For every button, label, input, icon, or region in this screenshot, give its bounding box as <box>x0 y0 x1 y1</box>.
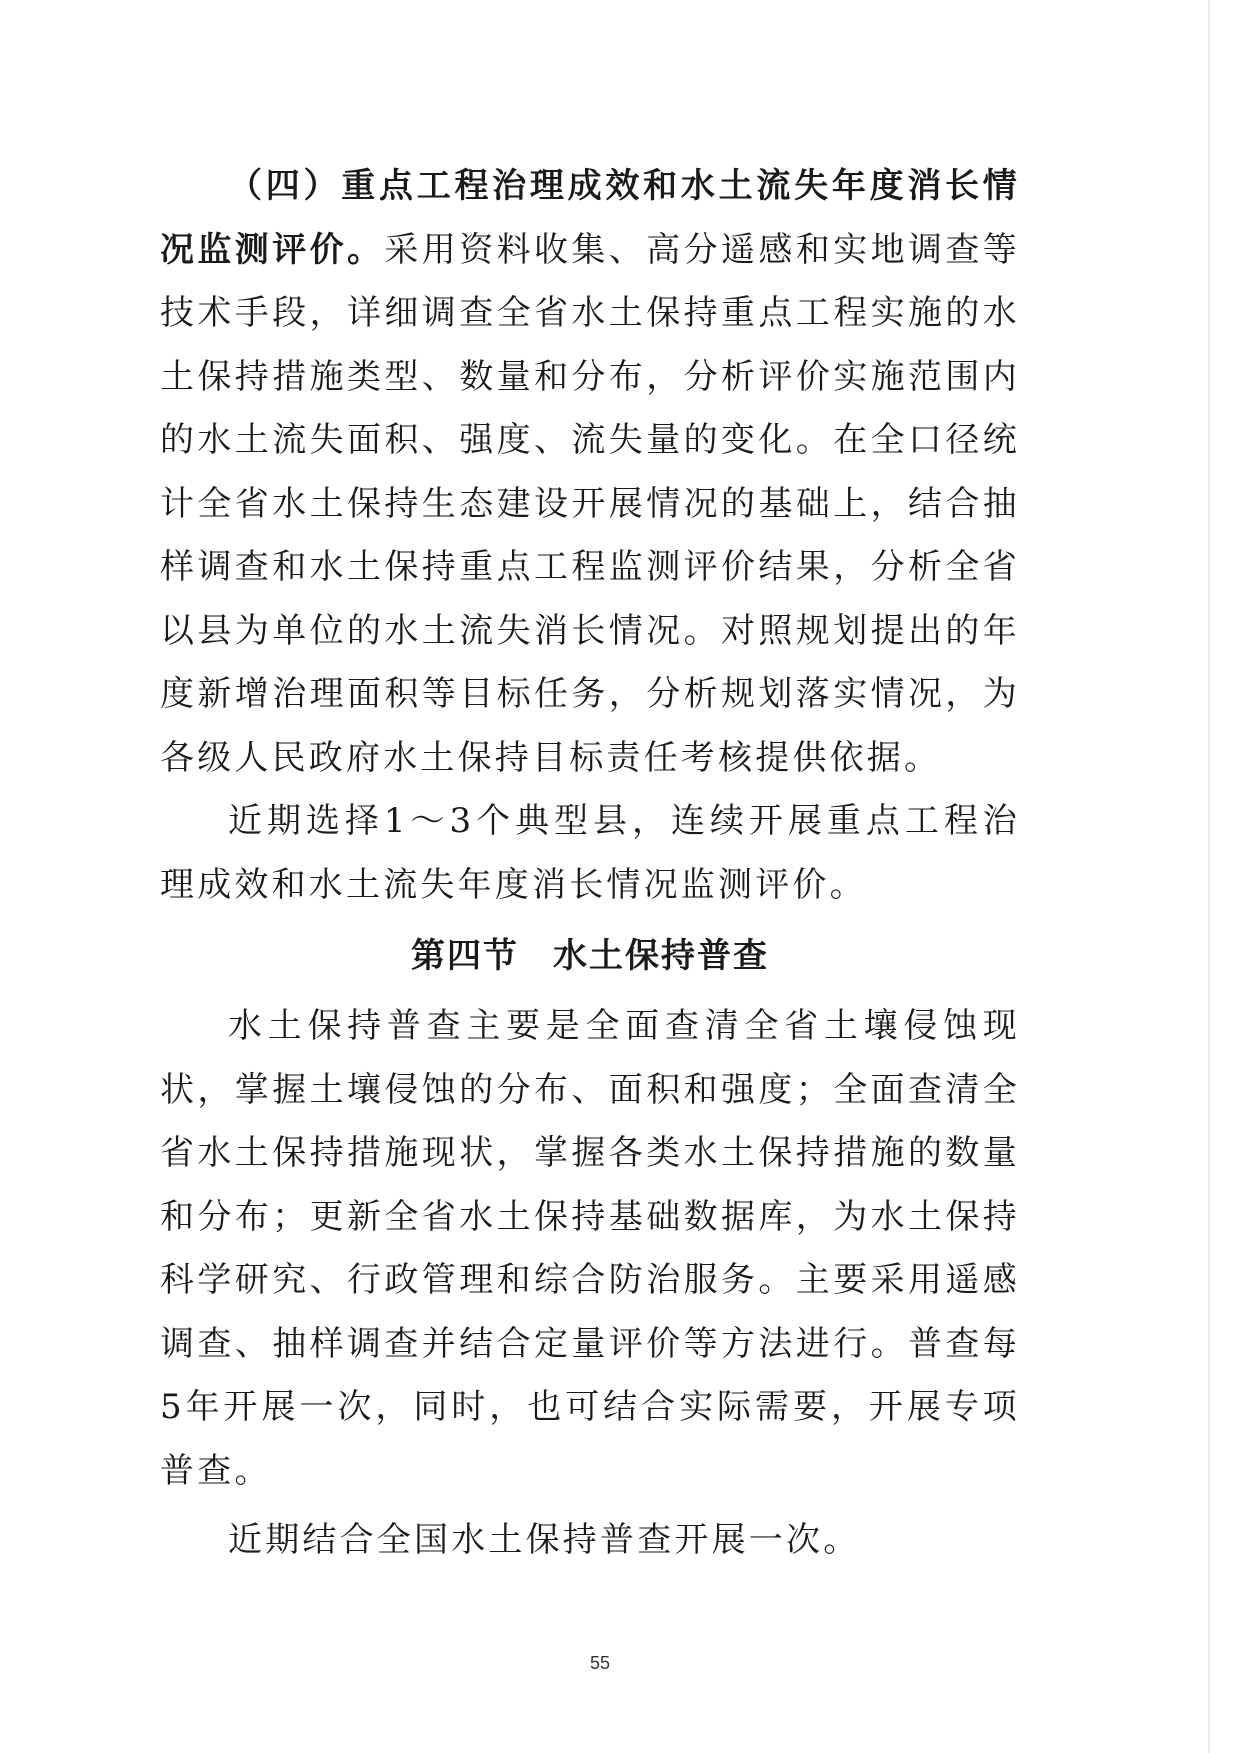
paragraph-survey-description: 水土保持普查主要是全面查清全省土壤侵蚀现状，掌握土壤侵蚀的分布、面积和强度；全面查清全省水土保持措施现状，掌握各类水土保持措施的数量和分布；更新全省水土保持基础数据库，为水土保持科学研究、行政管理和综合防治服务。主要采用遥感调查、抽样调查并结合定量评价等方法进行。普查每5年开展一次，同时，也可结合实际需要，开展专项普查。 <box>160 1006 1020 1491</box>
section-number: 第四节 <box>411 936 519 976</box>
paragraph-text: 采用资料收集、高分遥感和实地调查等技术手段，详细调查全省水土保持重点工程实施的水土保持措施类型、数量和分布，分析评价实施范围内的水土流失面积、强度、流失量的变化。在全口径统计全省水土保持生态建设开展情况的基础上，结合抽样调查和水土保持重点工程监测评价结果，分析全省以县为单位的水土流失消长情况。对照规划提出的年度新增治理面积等目标任务，分析规划落实情况，为各级人民政府水土保持目标责任考核提供依据。 <box>160 229 1020 778</box>
page-number: 55 <box>589 1653 611 1673</box>
paragraph-lead-heading: （四）重点工程治理成效和水土流失年度消长情况监测评价。 <box>160 166 1020 270</box>
paragraph-near-term-plan: 近期选择1～3个典型县，连续开展重点工程治理成效和水土流失年度消长情况监测评价。 <box>160 801 1020 905</box>
paragraph-key-project-evaluation <box>160 155 1020 790</box>
section-heading <box>160 923 1020 989</box>
paragraph-survey-near-term: 近期结合全国水土保持普查开展一次。 <box>228 1520 861 1560</box>
page-edge-line <box>1208 0 1210 1753</box>
document-body <box>160 155 1020 1573</box>
section-title: 水土保持普查 <box>553 936 769 976</box>
